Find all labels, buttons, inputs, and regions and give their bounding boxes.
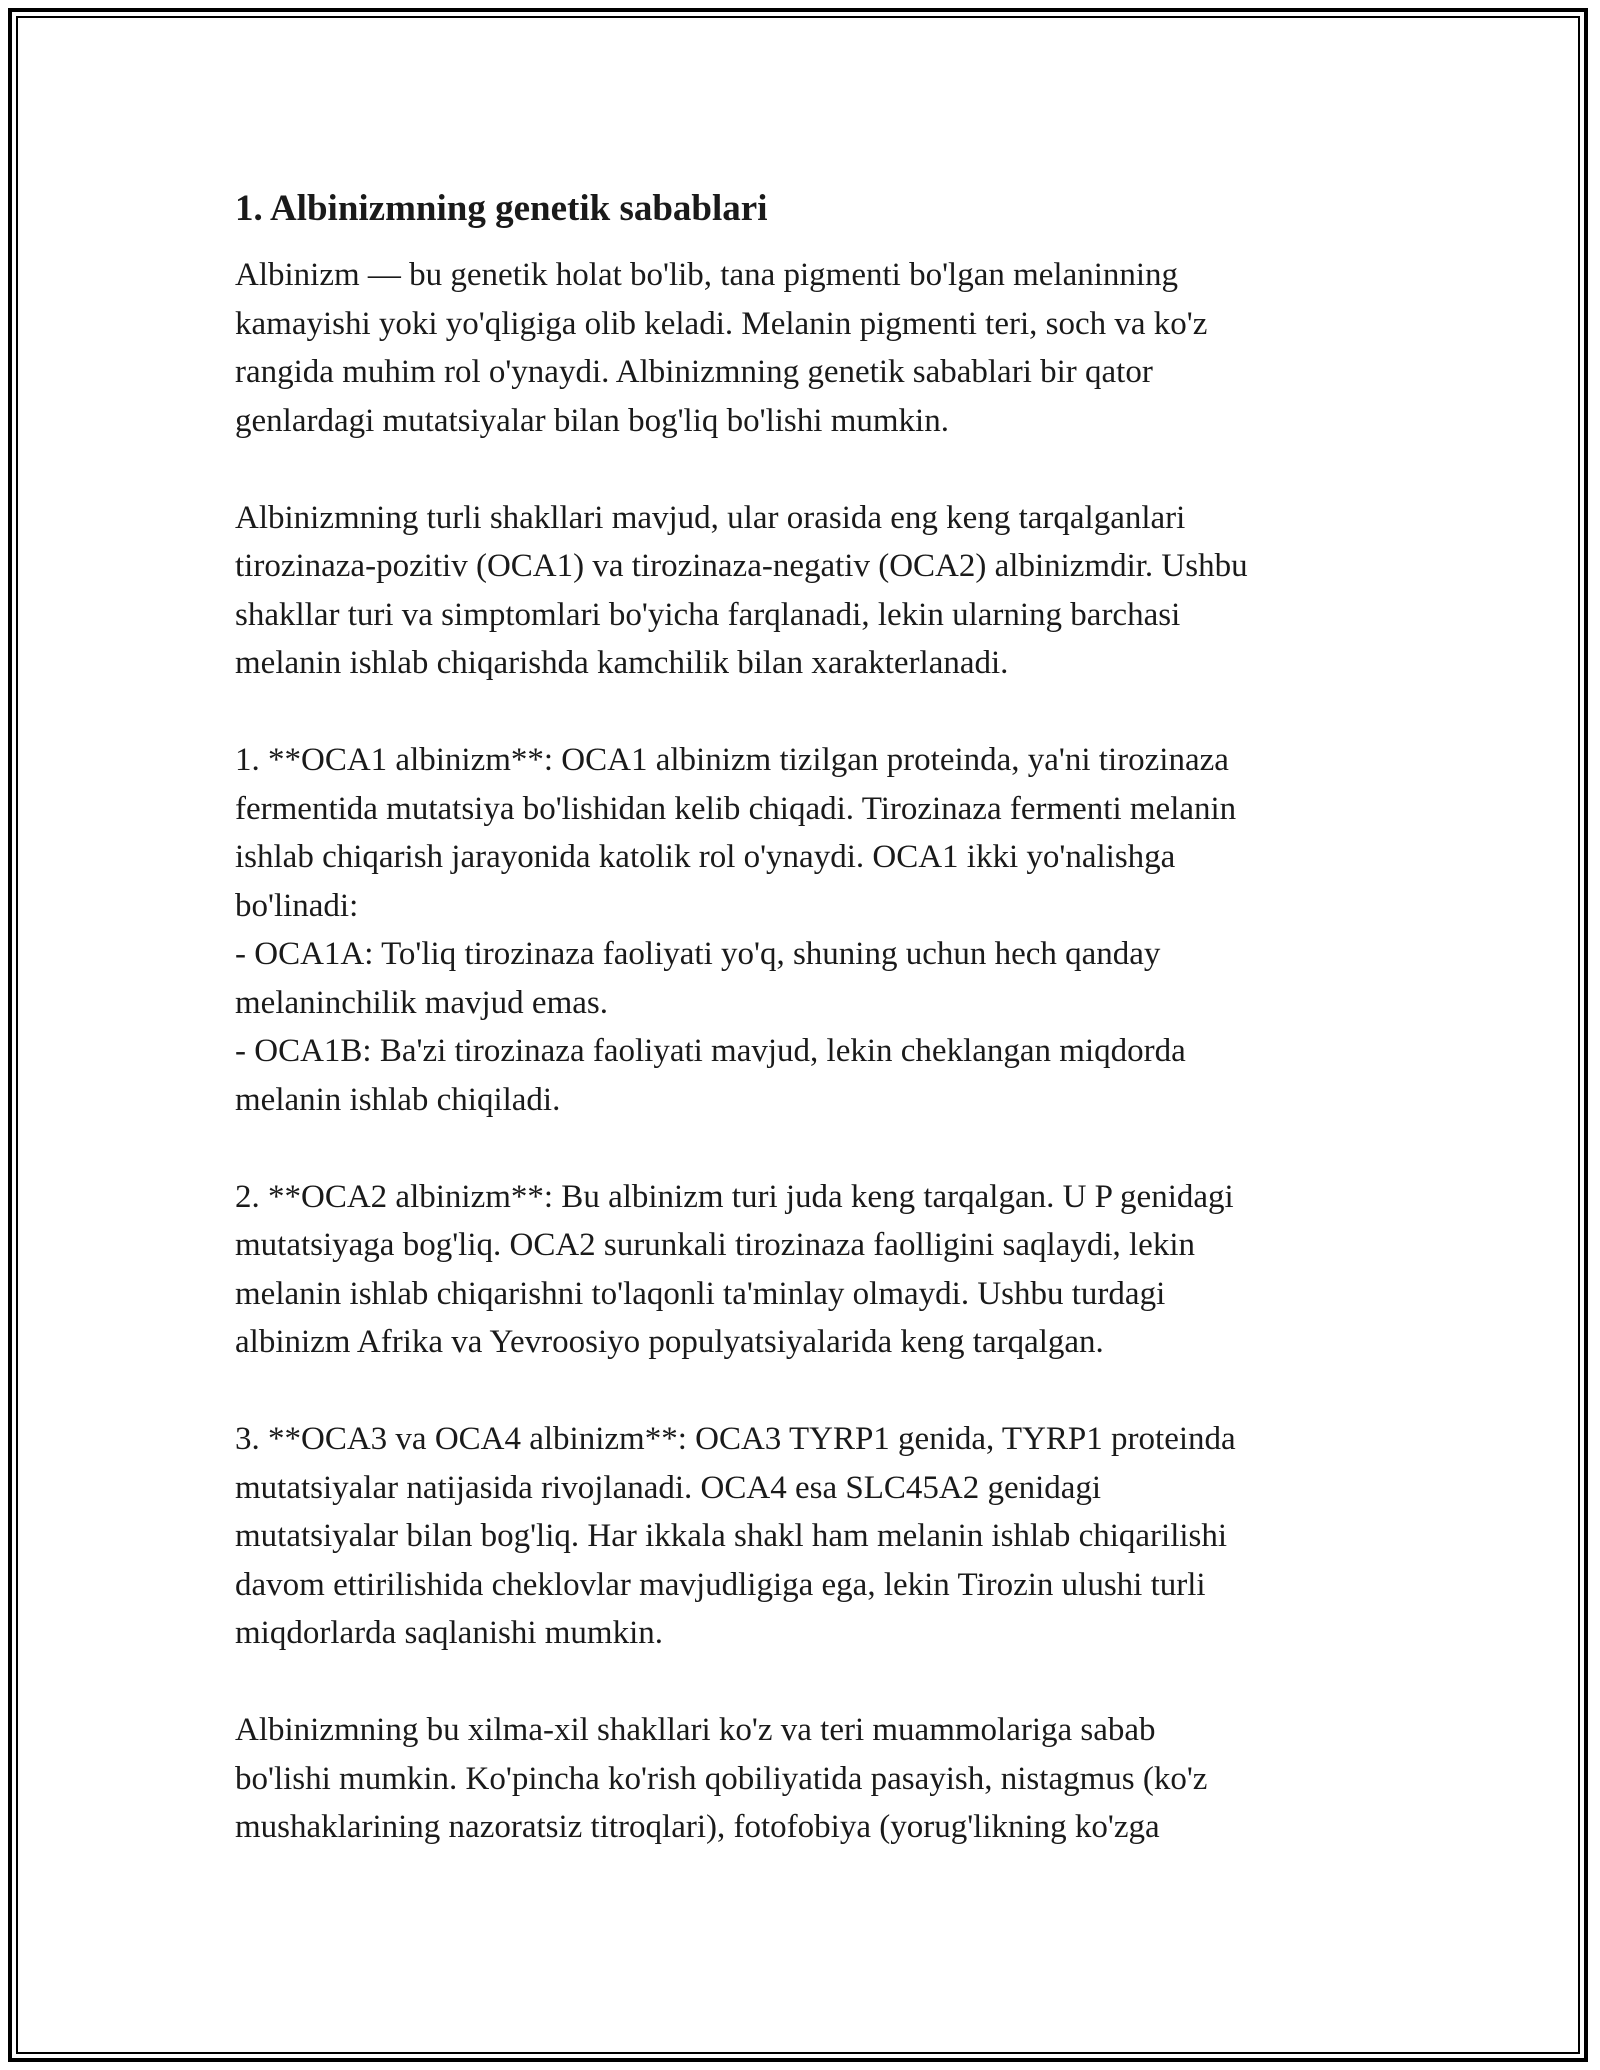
document-page [235, 185, 1375, 1852]
body-text: Albinizm — bu genetik holat bo'lib, tana pigmenti bo'lgan melaninning kamayishi yoki yo'qligiga olib keladi. Melanin pigmenti teri, soch va ko'z rangida muhim rol o'ynaydi. Albinizmning genetik sabablari bir qator genlardagi mutatsiyalar bilan bog'liq bo'lishi mumkin. Albinizmning turli shakllari mavjud, ular orasida eng keng tarqalganlari tirozinaza-pozitiv (OCA1) va tirozinaza-negativ (OCA2) albinizmdir. Ushbu shakllar turi va simptomlari bo'yicha farqlanadi, lekin ularning barchasi melanin ishlab chiqarishda kamchilik bilan xarakterlanadi. 1. **OCA1 albinizm**: OCA1 albinizm tizilgan proteinda, ya'ni tirozinaza fermentida mutatsiya bo'lishidan kelib chiqadi. Tirozinaza fermenti melanin ishlab chiqarish jarayonida katolik rol o'ynaydi. OCA1 ikki yo'nalishga bo'linadi: - OCA1A: To'liq tirozinaza faoliyati yo'q, shuning uchun hech qanday melaninchilik mavjud emas. - OCA1B: Ba'zi tirozinaza faoliyati mavjud, lekin cheklangan miqdorda melanin ishlab chiqiladi. 2. **OCA2 albinizm**: Bu albinizm turi juda keng tarqalgan. U P genidagi mutatsiyaga bog'liq. OCA2 surunkali tirozinaza faolligini saqlaydi, lekin melanin ishlab chiqarishni to'laqonli ta'minlay olmaydi. Ushbu turdagi albinizm Afrika va Yevroosiyo populyatsiyalarida keng tarqalgan. 3. **OCA3 va OCA4 albinizm**: OCA3 TYRP1 genida, TYRP1 proteinda mutatsiyalar natijasida rivojlanadi. OCA4 esa SLC45A2 genidagi mutatsiyalar bilan bog'liq. Har ikkala shakl ham melanin ishlab chiqarilishi davom ettirilishida cheklovlar mavjudligiga ega, lekin Tirozin ulushi turli miqdorlarda saqlanishi mumkin. Albinizmning bu xilma-xil shakllari ko'z va teri muammolariga sabab bo'lishi mumkin. Ko'pincha ko'rish qobiliyatida pasayish, nistagmus (ko'z mushaklarining nazoratsiz titroqlari), fotofobiya (yorug'likning ko'zga [235, 257, 1248, 1845]
section-heading: 1. Albinizmning genetik sabablari [235, 188, 768, 229]
